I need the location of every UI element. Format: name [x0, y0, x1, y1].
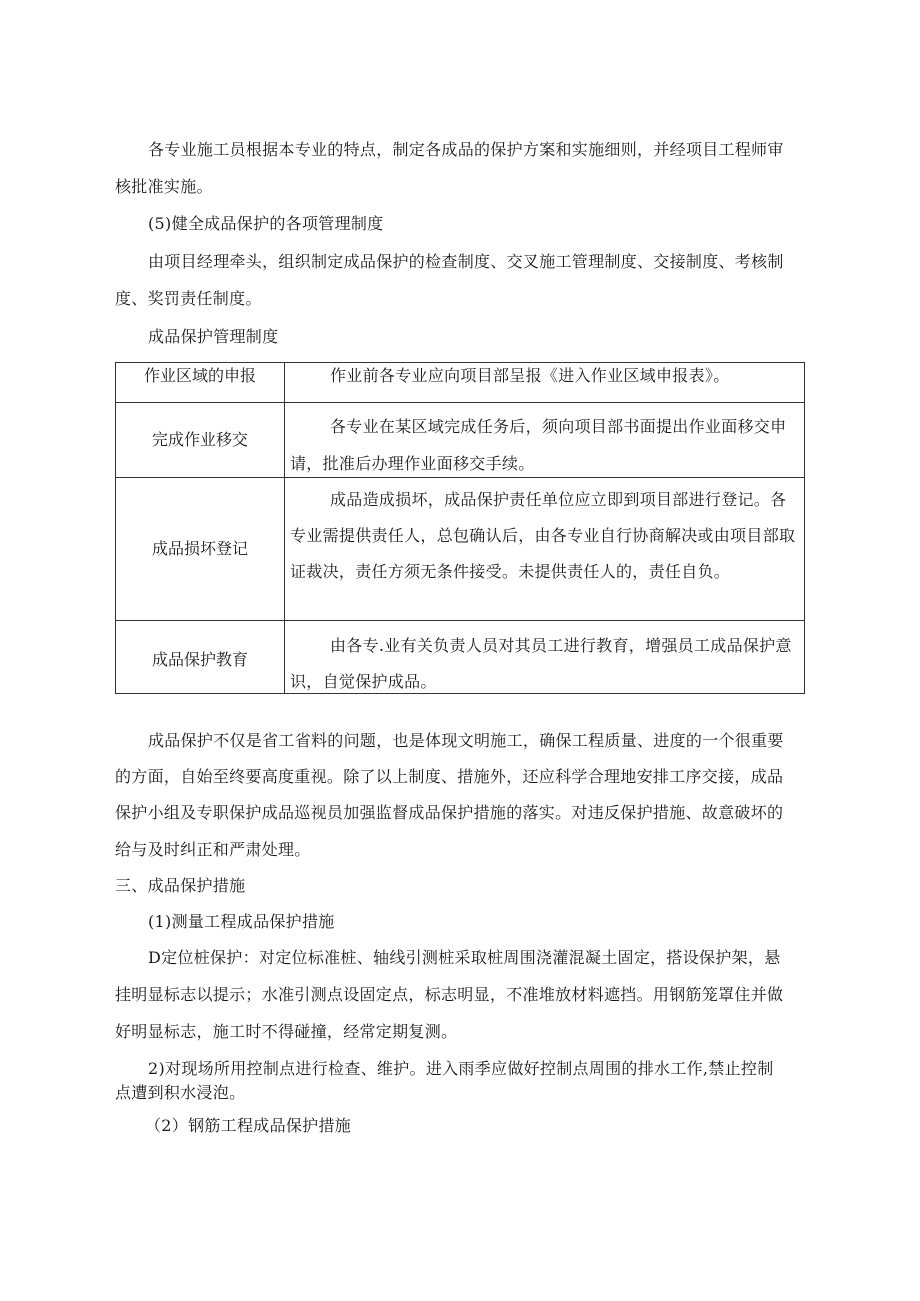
section-heading: 三、成品保护措施: [115, 876, 246, 895]
table-row: [116, 620, 804, 695]
paragraph-line: 挂明显标志以提示；水准引测点设固定点，标志明显，不准堆放材料遮挡。用钢筋笼罩住并做: [115, 985, 784, 1004]
paragraph-line: 好明显标志，施工时不得碰撞，经常定期复测。: [115, 1022, 458, 1041]
paragraph-line: 2)对现场所用控制点进行检查、维护。进入雨季应做好控制点周围的排水工作,禁止控制: [148, 1059, 774, 1078]
table-cell-line: 作业前各专业应向项目部呈报《进入作业区域申报表》。: [330, 366, 730, 385]
subsection-heading: (1)测量工程成品保护措施: [148, 912, 335, 931]
paragraph-line: 核批准实施。: [115, 177, 213, 196]
table-cell-line: 成品造成损坏，成品保护责任单位应立即到项目部进行登记。各: [330, 490, 787, 509]
paragraph-line: 度、奖罚责任制度。: [115, 289, 262, 308]
table-cell-content: [284, 403, 804, 478]
paragraph-line: 点遭到积水浸泡。: [115, 1083, 246, 1102]
table-row: [116, 477, 804, 621]
table-caption: 成品保护管理制度: [148, 327, 279, 346]
paragraph-line: 的方面，自始至终要高度重视。除了以上制度、措施外，还应科学合理地安排工序交接，成品: [115, 767, 784, 786]
table-row: [116, 363, 804, 402]
table-cell-label: 成品损坏登记: [151, 539, 248, 558]
paragraph-line: 保护小组及专职保护成品巡视员加强监督成品保护措施的落实。对违反保护措施、故意破坏的: [115, 803, 784, 822]
paragraph-line: 各专业施工员根据本专业的特点，制定各成品的保护方案和实施细则，并经项目工程师审: [148, 140, 784, 159]
table-cell-line: 请，批准后办理作业面移交手续。: [290, 454, 535, 473]
table-cell-line: 识，自觉保护成品。: [290, 672, 437, 691]
table-cell-label: 作业区域的申报: [143, 366, 256, 385]
table-cell-line: 证裁决，责任方须无条件接受。未提供责任人的，责任自负。: [290, 562, 731, 581]
subsection-heading: （2）钢筋工程成品保护措施: [145, 1116, 352, 1135]
table-cell-content: [284, 478, 804, 621]
paragraph-line: 成品保护不仅是省工省料的问题，也是体现文明施工，确保工程质量、进度的一个很重要: [148, 731, 784, 750]
section-heading: (5)健全成品保护的各项管理制度: [148, 214, 384, 233]
paragraph-line: 由项目经理牵头，组织制定成品保护的检查制度、交叉施工管理制度、交接制度、考核制: [148, 252, 784, 271]
table-cell-content: [284, 363, 804, 402]
paragraph-line: D定位桩保护：对定位标准桩、轴线引测桩采取桩周围浇灌混凝土固定，搭设保护架，悬: [148, 948, 781, 967]
table-cell-line: 专业需提供责任人，总包确认后，由各专业自行协商解决或由项目部取: [290, 526, 796, 545]
table-cell-label: 完成作业移交: [151, 430, 248, 449]
management-table: [115, 362, 805, 694]
table-cell-label: 成品保护教育: [151, 650, 248, 669]
table-cell-content: [284, 621, 804, 695]
paragraph-line: 给与及时纠正和严肃处理。: [115, 840, 311, 859]
table-row: [116, 402, 804, 478]
table-cell-line: 由各专.业有关负责人员对其员工进行教育，增强员工成品保护意: [330, 636, 792, 655]
table-cell-line: 各专业在某区域完成任务后，须向项目部书面提出作业面移交申: [330, 417, 787, 436]
